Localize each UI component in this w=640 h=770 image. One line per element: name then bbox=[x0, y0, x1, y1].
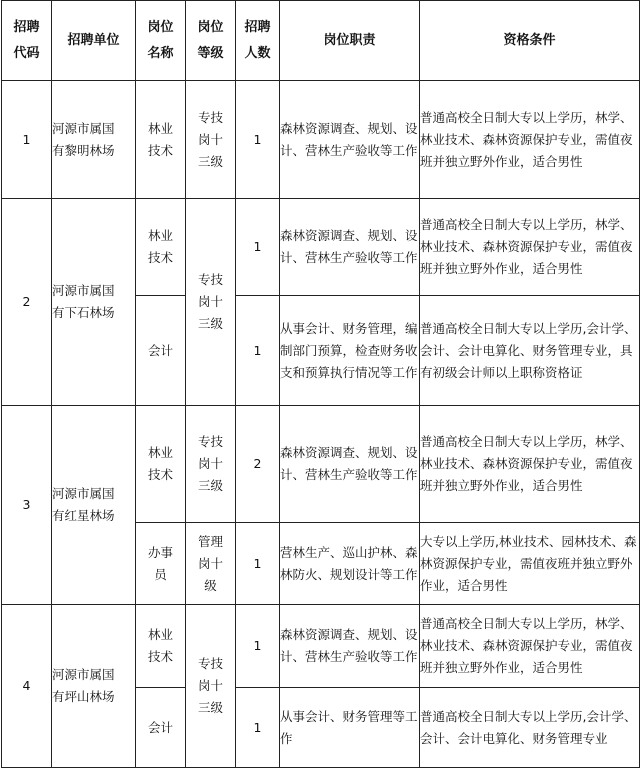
post-name: 会计 bbox=[136, 296, 186, 406]
post-duty: 从事会计、财务管理等工作 bbox=[280, 688, 420, 768]
post-qual: 普通高校全日制大专以上学历,会计学、会计、会计电算化、财务管理专业 bbox=[420, 688, 640, 768]
post-qual: 普通高校全日制大专以上学历,会计学、会计、会计电算化、财务管理专业，具有初级会计师以上职称资格证 bbox=[420, 296, 640, 406]
post-name: 林业技术 bbox=[136, 406, 186, 523]
table-row bbox=[2, 605, 640, 688]
post-grade: 专技岗十三级 bbox=[186, 605, 236, 768]
post-grade: 专技岗十三级 bbox=[186, 81, 236, 199]
row-code: 4 bbox=[2, 605, 52, 768]
post-duty: 从事会计、财务管理，编制部门预算，检查财务收支和预算执行情况等工作 bbox=[280, 296, 420, 406]
post-qual: 普通高校全日制大专以上学历，林学、林业技术、森林资源保护专业，需值夜班并独立野外作业，适合男性 bbox=[420, 199, 640, 296]
header-qual: 资格条件 bbox=[420, 1, 640, 81]
post-count: 1 bbox=[236, 523, 280, 605]
post-duty: 森林资源调查、规划、设计、营林生产验收等工作 bbox=[280, 81, 420, 199]
header-unit: 招聘单位 bbox=[52, 1, 136, 81]
post-qual: 普通高校全日制大专以上学历，林学、林业技术、森林资源保护专业，需值夜班并独立野外作业，适合男性 bbox=[420, 406, 640, 523]
post-count: 1 bbox=[236, 688, 280, 768]
post-count: 1 bbox=[236, 296, 280, 406]
post-qual: 普通高校全日制大专以上学历，林学、林业技术、森林资源保护专业，需值夜班并独立野外作业，适合男性 bbox=[420, 605, 640, 688]
post-qual: 大专以上学历,林业技术、园林技术、森林资源保护专业，需值夜班并独立野外作业，适合男性 bbox=[420, 523, 640, 605]
post-duty: 森林资源调查、规划、设计、营林生产验收等工作 bbox=[280, 605, 420, 688]
post-count: 1 bbox=[236, 199, 280, 296]
row-unit: 河源市属国有黎明林场 bbox=[52, 81, 136, 199]
header-post: 岗位名称 bbox=[136, 1, 186, 81]
post-duty: 森林资源调查、规划、设计、营林生产验收等工作 bbox=[280, 406, 420, 523]
post-grade: 管理岗十级 bbox=[186, 523, 236, 605]
table-row bbox=[2, 406, 640, 523]
row-code: 3 bbox=[2, 406, 52, 605]
post-grade: 专技岗十三级 bbox=[186, 406, 236, 523]
row-unit: 河源市属国有坪山林场 bbox=[52, 605, 136, 768]
header-grade: 岗位等级 bbox=[186, 1, 236, 81]
post-count: 1 bbox=[236, 81, 280, 199]
table-row bbox=[2, 199, 640, 296]
table-row bbox=[2, 81, 640, 199]
post-count: 1 bbox=[236, 605, 280, 688]
row-unit: 河源市属国有下石林场 bbox=[52, 199, 136, 406]
post-duty: 森林资源调查、规划、设计、营林生产验收等工作 bbox=[280, 199, 420, 296]
post-grade: 专技岗十三级 bbox=[186, 199, 236, 406]
row-unit: 河源市属国有红星林场 bbox=[52, 406, 136, 605]
post-name: 林业技术 bbox=[136, 199, 186, 296]
post-name: 办事员 bbox=[136, 523, 186, 605]
row-code: 2 bbox=[2, 199, 52, 406]
header-row bbox=[2, 1, 640, 81]
header-code: 招聘代码 bbox=[2, 1, 52, 81]
post-count: 2 bbox=[236, 406, 280, 523]
header-duty: 岗位职责 bbox=[280, 1, 420, 81]
recruitment-table bbox=[1, 0, 640, 768]
post-name: 林业技术 bbox=[136, 81, 186, 199]
header-count: 招聘人数 bbox=[236, 1, 280, 81]
row-code: 1 bbox=[2, 81, 52, 199]
post-name: 会计 bbox=[136, 688, 186, 768]
post-name: 林业技术 bbox=[136, 605, 186, 688]
post-qual: 普通高校全日制大专以上学历，林学、林业技术、森林资源保护专业，需值夜班并独立野外作业，适合男性 bbox=[420, 81, 640, 199]
post-duty: 营林生产、巡山护林、森林防火、规划设计等工作 bbox=[280, 523, 420, 605]
